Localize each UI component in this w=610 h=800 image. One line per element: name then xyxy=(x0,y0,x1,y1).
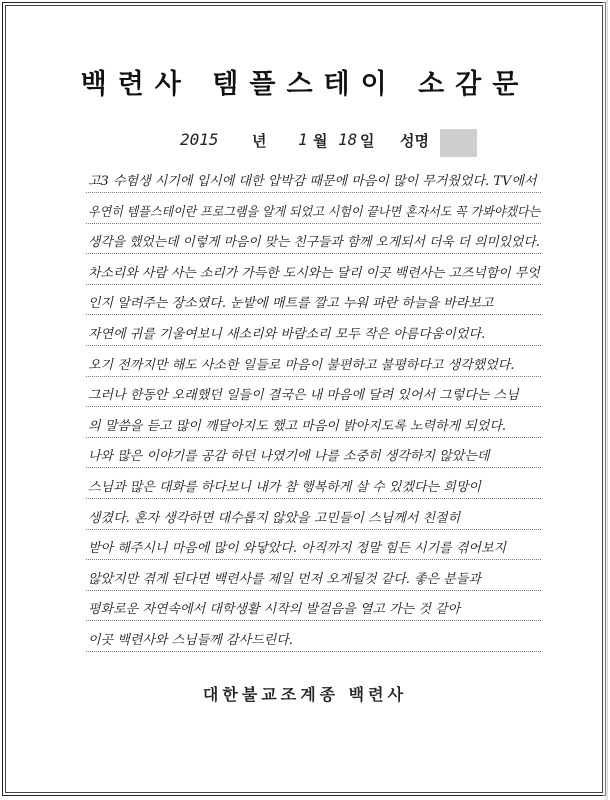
ruled-line xyxy=(86,406,541,407)
handwritten-line: 차소리와 사람 사는 소리가 가득한 도시와는 달리 이곳 백련사는 고즈넉함이 무엇 xyxy=(88,265,540,281)
name-redaction-box xyxy=(440,129,477,157)
meta-day-value: 18 xyxy=(338,130,358,149)
ruled-line xyxy=(86,437,541,438)
meta-month-label: 월 xyxy=(313,132,328,150)
handwritten-line: 우연히 템플스테이란 프로그램을 알게 되었고 시험이 끝나면 혼자서도 꼭 가봐야겠다는 xyxy=(88,204,541,220)
handwritten-line: 의 말씀을 듣고 많이 깨달아지도 했고 마음이 밝아지도록 노력하게 되었다. xyxy=(88,418,507,434)
meta-name-label-group xyxy=(400,130,429,156)
handwritten-line: 인지 알려주는 장소였다. 눈밭에 매트를 깔고 누워 파란 하늘을 바라보고 xyxy=(88,296,494,312)
handwritten-line: 자연에 귀를 기울여보니 새소리와 바람소리 모두 작은 아름다움이었다. xyxy=(88,327,486,342)
ruled-line xyxy=(86,284,541,285)
footer-organization: 대한불교조계종 백련사 xyxy=(202,685,408,704)
scan-edge-shadow xyxy=(603,0,608,800)
handwritten-line: 평화로운 자연속에서 대학생활 시작의 발걸음을 열고 가는 것 같아 xyxy=(88,602,461,618)
handwritten-line: 오기 전까지만 해도 사소한 일들로 마음이 불편하고 불평하다고 생각했었다. xyxy=(88,357,515,373)
ruled-line xyxy=(86,529,541,530)
handwritten-line: 나와 많은 이야기를 공감 하던 나였기에 나를 소중히 생각하지 않았는데 xyxy=(88,449,490,465)
ruled-line xyxy=(86,345,541,346)
meta-month-value-group xyxy=(298,130,308,156)
meta-year-group xyxy=(180,130,219,156)
meta-day-label: 일 xyxy=(360,132,375,150)
meta-name-label: 성명 xyxy=(400,132,429,150)
ruled-line xyxy=(86,590,541,591)
ruled-line xyxy=(86,192,541,193)
handwritten-line: 고3 수험생 시기에 입시에 대한 압박감 때문에 마음이 많이 무거웠었다. TV에서 xyxy=(88,174,537,189)
handwritten-line: 스님과 많은 대화를 하다보니 내가 참 행복하게 살 수 있겠다는 희망이 xyxy=(88,480,481,495)
handwritten-line: 받아 해주시니 마음에 많이 와닿았다. 아직까지 정말 힘든 시기를 겪어보지 xyxy=(88,541,507,557)
ruled-line xyxy=(86,620,541,621)
meta-year-value: 2015 xyxy=(180,130,219,149)
meta-year-label: 년 xyxy=(252,132,267,150)
ruled-line xyxy=(86,376,541,377)
ruled-line xyxy=(86,253,541,254)
handwritten-line: 이곳 백련사와 스님들께 감사드린다. xyxy=(88,633,293,648)
handwritten-line: 생각을 했었는데 이렇게 마음이 맞는 친구들과 함께 오게되서 더욱 더 의미있었다. xyxy=(88,235,540,251)
meta-day-label-group xyxy=(360,130,375,156)
ruled-line xyxy=(86,467,541,468)
meta-day-value-group xyxy=(338,130,357,156)
meta-month-label-group xyxy=(313,130,328,156)
meta-year-label-group xyxy=(252,130,267,156)
handwritten-line: 그러나 한동안 오래했던 일들이 결국은 내 마음에 달려 있어서 그렇다는 스님 xyxy=(88,388,519,404)
ruled-line xyxy=(86,651,541,652)
document-title: 백련사 템플스테이 소감문 xyxy=(80,69,530,100)
handwritten-line: 않았지만 겪게 된다면 백련사를 제일 먼저 오게될것 같다. 좋은 분들과 xyxy=(88,571,481,587)
ruled-line xyxy=(86,498,541,499)
meta-month-value: 1 xyxy=(298,130,308,149)
ruled-line xyxy=(86,559,541,560)
handwritten-line: 생겼다. 혼자 생각하면 대수롭지 않았을 고민들이 스님께서 친절히 xyxy=(88,510,461,526)
ruled-line xyxy=(86,223,541,224)
ruled-line xyxy=(86,314,541,315)
